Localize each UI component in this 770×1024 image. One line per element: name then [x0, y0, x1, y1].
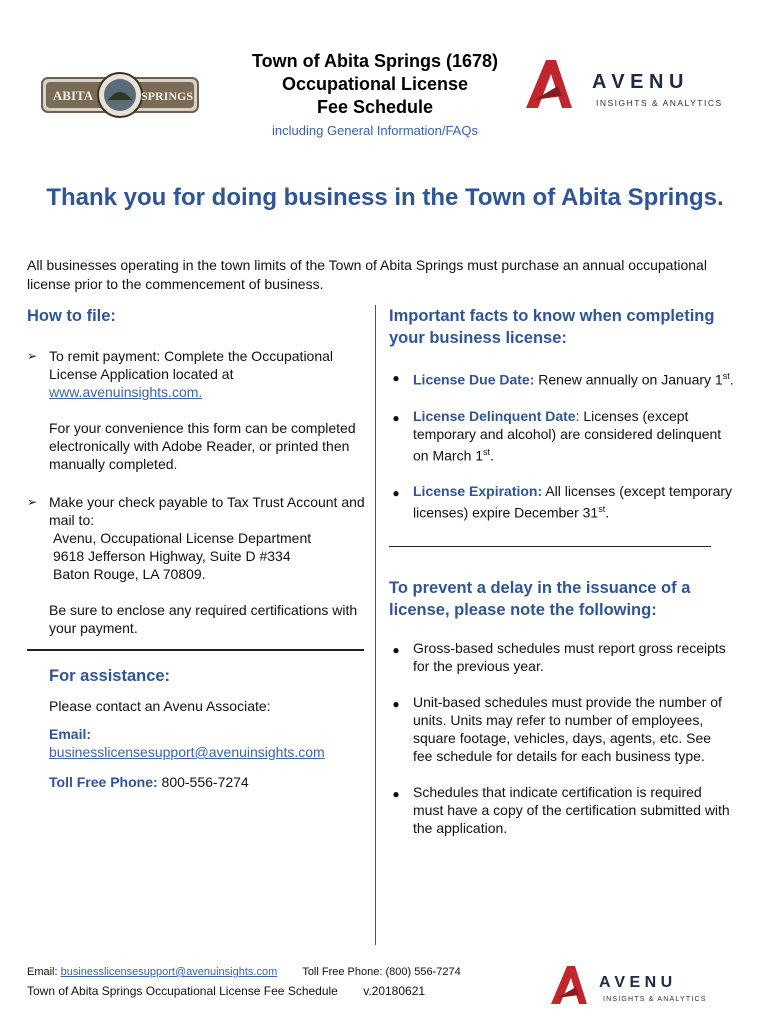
- list-item: ● License Expiration: All licenses (except temporary licenses) expire December 31st.: [389, 482, 734, 522]
- email-label: Email:: [49, 726, 92, 742]
- left-column: [27, 305, 367, 791]
- item1-para2: For your convenience this form can be completed electronically with Adobe Reader, or printed then manually completed.: [49, 420, 356, 472]
- arrow-bullet-icon: ➢: [27, 495, 38, 509]
- column-divider: [375, 305, 376, 945]
- bullet-icon: ●: [392, 786, 400, 801]
- footer: [27, 964, 547, 1000]
- note-certification: Schedules that indicate certification is required must have a copy of the certification submitted with the application.: [413, 783, 730, 836]
- list-item: ● License Due Date: Renew annually on January 1st.: [389, 367, 734, 389]
- expiration-text: All licenses (except temporary licenses) expire December 31: [413, 483, 733, 521]
- assistance-heading: For assistance:: [49, 667, 171, 685]
- how-to-file-heading: How to file:: [27, 307, 116, 325]
- svg-text:A V E N U: A V E N U: [592, 71, 684, 93]
- svg-text:ABITA: ABITA: [52, 88, 94, 103]
- right-column: [389, 305, 734, 837]
- title-line-2: Occupational License: [281, 74, 469, 94]
- assistance-section: [27, 665, 367, 791]
- avenu-footer-logo: [547, 962, 722, 1006]
- headline: Thank you for doing business in the Town of Abita Springs.: [46, 184, 724, 211]
- important-facts-heading: Important facts to know when completing your business license:: [389, 307, 715, 347]
- footer-email-label: Email:: [27, 966, 58, 978]
- due-date-text: Renew annually on January 1: [538, 371, 723, 388]
- svg-text:SPRINGS: SPRINGS: [140, 89, 194, 103]
- avenu-logo: [522, 56, 747, 112]
- list-item: [27, 493, 367, 637]
- delinquent-date-text: Licenses (except temporary and alcohol) are considered delinquent on March 1: [413, 407, 722, 464]
- title-block: [200, 50, 550, 138]
- item2-line1: Make your check payable to Tax Trust Account and mail to:: [49, 494, 365, 528]
- item2-para2: Be sure to enclose any required certifications with your payment.: [49, 602, 358, 636]
- intro-paragraph: All businesses operating in the town limits of the Town of Abita Springs must purchase an annual occupational license prior to the commencement of business.: [27, 257, 707, 292]
- svg-text:INSIGHTS & ANALYTICS: INSIGHTS & ANALYTICS: [603, 996, 707, 1003]
- phone-value: 800-556-7274: [161, 774, 249, 790]
- list-item: [389, 693, 734, 765]
- arrow-bullet-icon: ➢: [27, 349, 38, 363]
- svg-text:INSIGHTS & ANALYTICS: INSIGHTS & ANALYTICS: [596, 98, 723, 108]
- bullet-icon: ●: [392, 696, 400, 711]
- footer-phone: Toll Free Phone: (800) 556-7274: [302, 966, 461, 978]
- bullet-icon: ●: [392, 642, 400, 657]
- bullet-icon: ●: [392, 486, 400, 501]
- avenu-website-link[interactable]: www.avenuinsights.com.: [49, 384, 203, 400]
- mail-address-line3: Baton Rouge, LA 70809.: [53, 566, 206, 582]
- subtitle: including General Information/FAQs: [272, 123, 478, 138]
- assistance-text: Please contact an Avenu Associate:: [49, 698, 271, 714]
- due-date-label: License Due Date:: [413, 371, 535, 388]
- mail-address-line2: 9618 Jefferson Highway, Suite D #334: [53, 548, 291, 564]
- bullet-icon: ●: [392, 371, 400, 385]
- footer-email-link[interactable]: businesslicensesupport@avenuinsights.com: [60, 966, 278, 978]
- bullet-icon: ●: [392, 410, 400, 425]
- note-gross: Gross-based schedules must report gross receipts for the previous year.: [413, 639, 726, 674]
- list-item: ● License Delinquent Date: Licenses (except temporary and alcohol) are considered delinquent on March 1st.: [389, 407, 734, 465]
- list-item: [389, 639, 734, 675]
- right-divider: [389, 546, 711, 547]
- item1-text: To remit payment: Complete the Occupational License Application located at: [49, 348, 334, 382]
- title-line-1: Town of Abita Springs (1678): [251, 51, 498, 71]
- left-divider: [27, 649, 364, 651]
- footer-version: v.20180621: [363, 984, 426, 998]
- mail-address-line1: Avenu, Occupational License Department: [53, 530, 312, 546]
- footer-doc-title: Town of Abita Springs Occupational License Fee Schedule: [27, 984, 338, 998]
- list-item: [27, 347, 367, 473]
- support-email-link[interactable]: businesslicensesupport@avenuinsights.com: [49, 744, 325, 760]
- note-unit: Unit-based schedules must provide the number of units. Units may refer to number of employees, square footage, vehicles, days, agents, etc. See fee schedule for details for each business type.: [413, 693, 722, 764]
- abita-springs-logo: [40, 70, 200, 120]
- list-item: [389, 783, 734, 837]
- delinquent-date-label: License Delinquent Date: [413, 407, 576, 424]
- expiration-label: License Expiration:: [413, 483, 543, 500]
- phone-label: Toll Free Phone:: [49, 774, 158, 790]
- title-line-3: Fee Schedule: [316, 97, 434, 117]
- svg-text:A V E N U: A V E N U: [599, 974, 673, 991]
- delay-heading: To prevent a delay in the issuance of a license, please note the following:: [389, 578, 691, 619]
